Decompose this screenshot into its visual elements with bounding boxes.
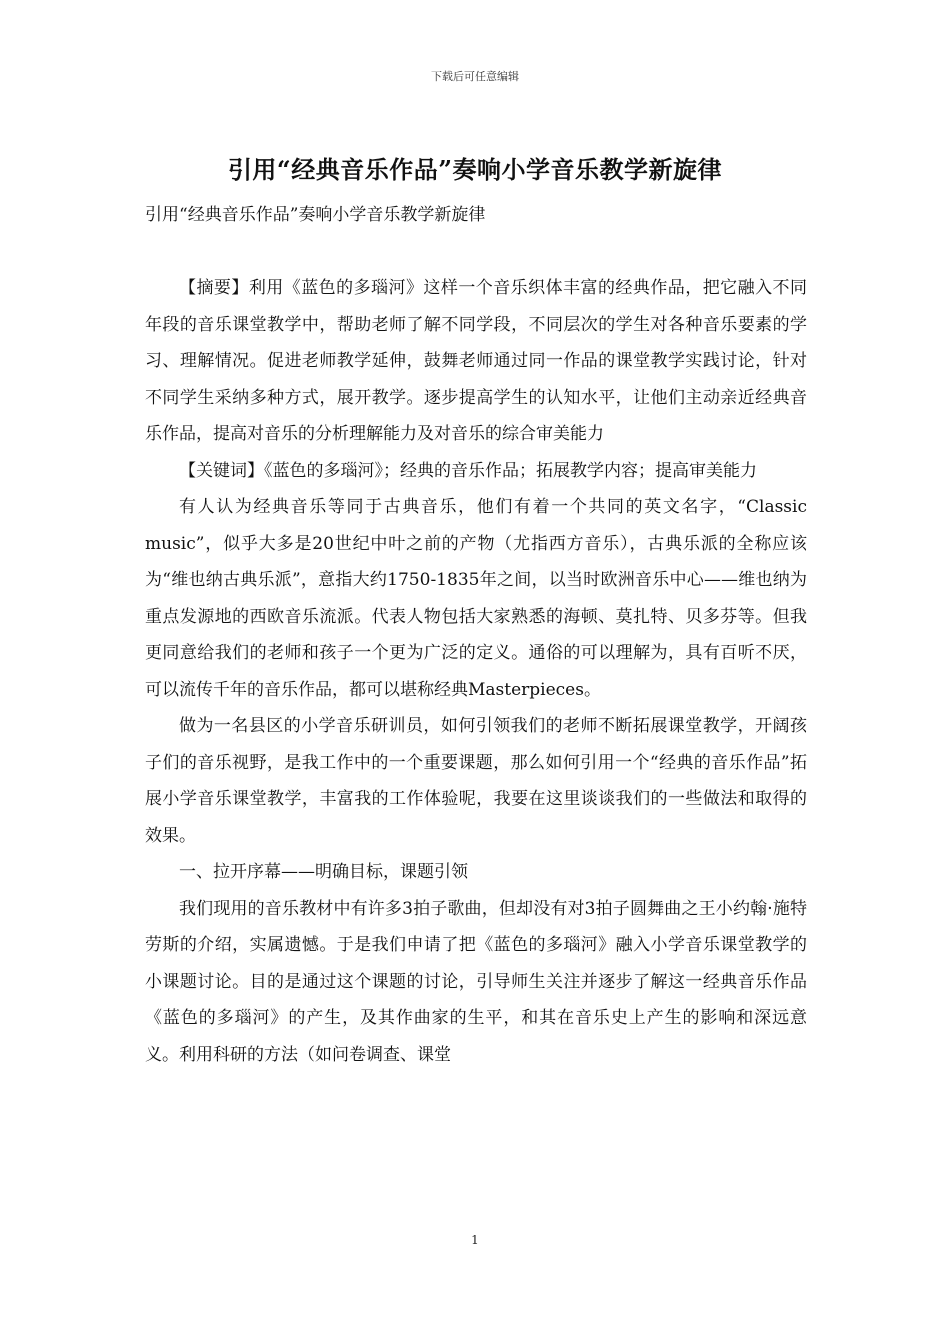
section-heading: 一、拉开序幕——明确目标，课题引领 xyxy=(179,862,468,882)
document-body xyxy=(145,270,807,1073)
page-header-note: 下载后可任意编辑 xyxy=(431,70,519,83)
abstract-paragraph: 【摘要】利用《蓝色的多瑙河》这样一个音乐织体丰富的经典作品，把它融入不同年段的音乐课堂教学中，帮助老师了解不同学段，不同层次的学生对各种音乐要素的学习、理解情况。促进老师教学延伸，鼓舞老师通过同一作品的课堂教学实践讨论，针对不同学生采纳多种方式，展开教学。逐步提高学生的认知水平，让他们主动亲近经典音乐作品，提高对音乐的分析理解能力及对音乐的综合审美能力 xyxy=(145,278,807,444)
page-number: 1 xyxy=(471,1233,479,1247)
body-paragraph: 做为一名县区的小学音乐研训员，如何引领我们的老师不断拓展课堂教学，开阔孩子们的音乐视野，是我工作中的一个重要课题，那么如何引用一个“经典的音乐作品”拓展小学音乐课堂教学，丰富我的工作体验呢，我要在这里谈谈我们的一些做法和取得的效果。 xyxy=(145,716,807,846)
body-paragraph: 有人认为经典音乐等同于古典音乐，他们有着一个共同的英文名字，“Classic music”，似乎大多是20世纪中叶之前的产物（尤指西方音乐），古典乐派的全称应该为“维也纳古典乐派”，意指大约1750-1835年之间，以当时欧洲音乐中心——维也纳为重点发源地的西欧音乐流派。代表人物包括大家熟悉的海顿、莫扎特、贝多芬等。但我更同意给我们的老师和孩子一个更为广泛的定义。通俗的可以理解为，具有百听不厌，可以流传千年的音乐作品，都可以堪称经典Masterpieces。 xyxy=(145,497,807,700)
body-paragraph: 我们现用的音乐教材中有许多3拍子歌曲，但却没有对3拍子圆舞曲之王小约翰·施特劳斯的介绍，实属遗憾。于是我们申请了把《蓝色的多瑙河》融入小学音乐课堂教学的小课题讨论。目的是通过这个课题的讨论，引导师生关注并逐步了解这一经典音乐作品《蓝色的多瑙河》的产生，及其作曲家的生平，和其在音乐史上产生的影响和深远意义。利用科研的方法（如问卷调查、课堂 xyxy=(145,898,807,1065)
document-title: 引用“经典音乐作品”奏响小学音乐教学新旋律 xyxy=(227,155,723,184)
keywords-paragraph: 【关键词】《蓝色的多瑙河》；经典的音乐作品；拓展教学内容；提高审美能力 xyxy=(179,460,757,481)
document-subtitle: 引用“经典音乐作品”奏响小学音乐教学新旋律 xyxy=(145,205,486,225)
